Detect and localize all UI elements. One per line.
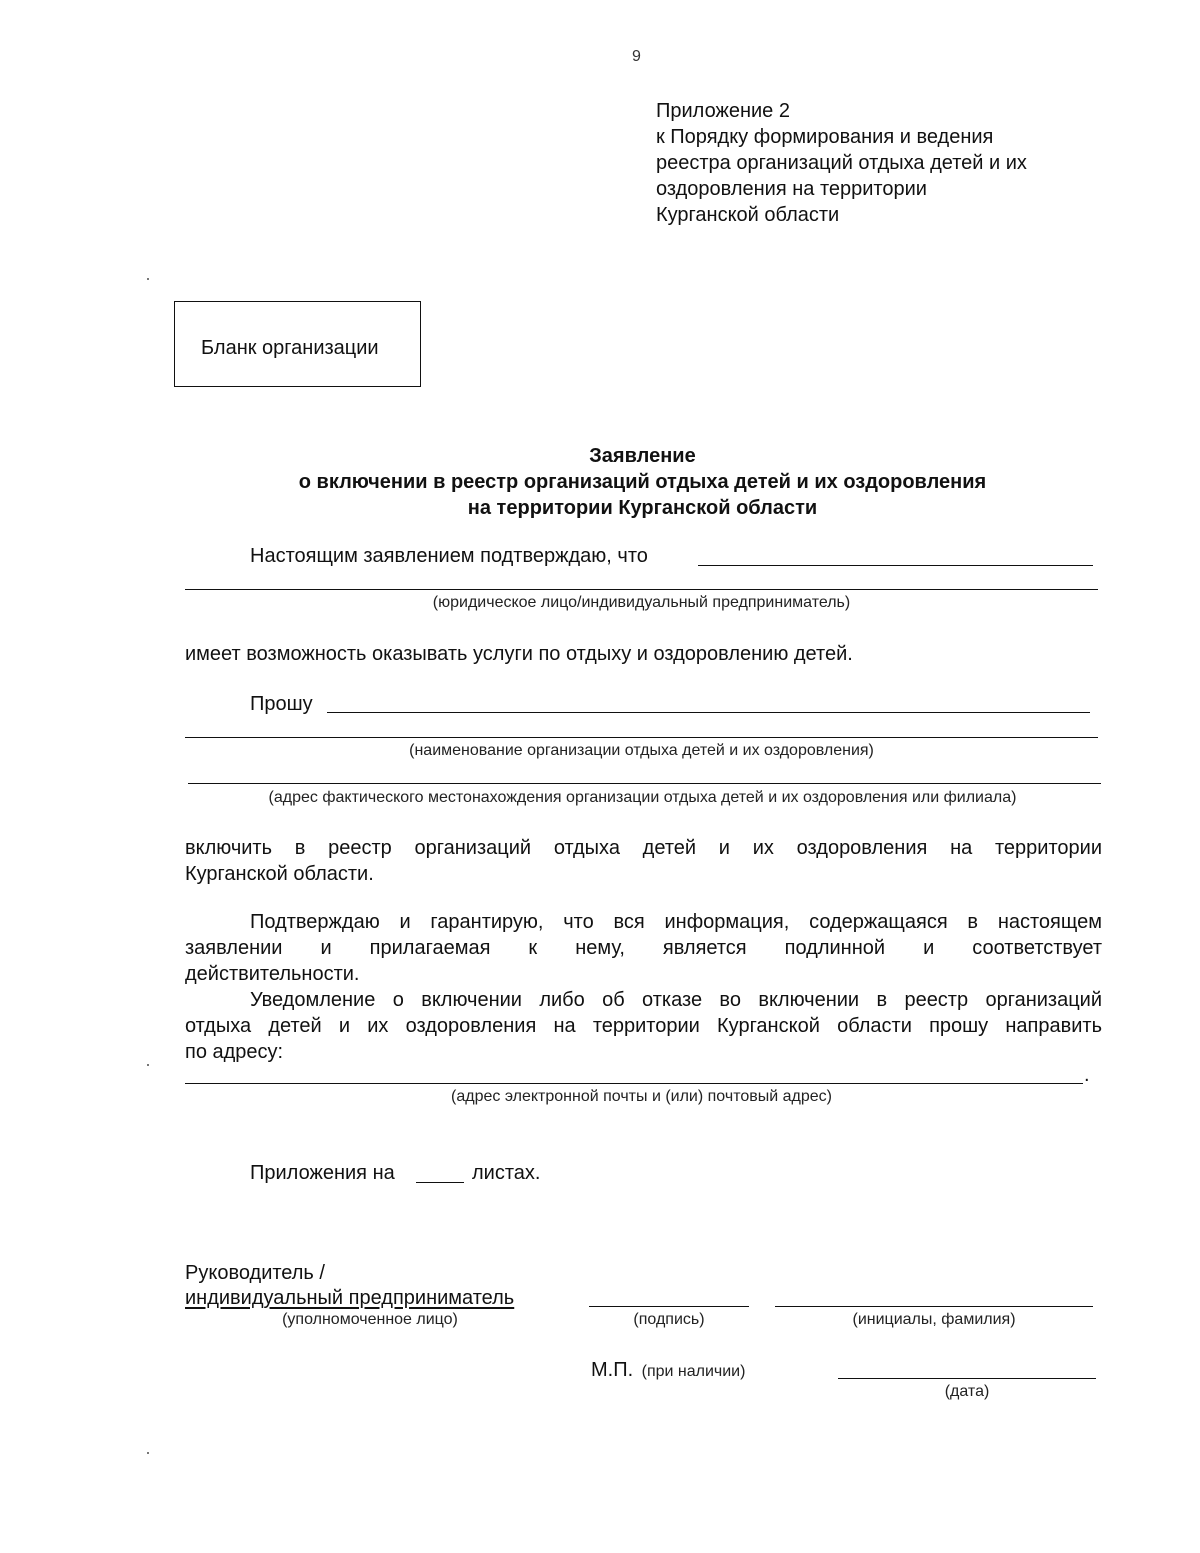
seal-area [591, 1357, 745, 1383]
appendix-title: Приложение 2 [656, 100, 790, 122]
appendix-line: Курганской области [656, 204, 840, 226]
hint-contact: (адрес электронной почты и (или) почтовый адрес) [451, 1088, 832, 1105]
contact-period: . [1084, 1064, 1090, 1086]
request-intro: Прошу [250, 693, 313, 715]
confirm-intro: Настоящим заявлением подтверждаю, что [250, 545, 648, 567]
appendix-header [656, 98, 1116, 228]
hint-org-name: (наименование организации отдыха детей и их оздоровления) [409, 742, 874, 759]
appendix-line: оздоровления на территории [656, 178, 927, 200]
signature-field-line[interactable] [589, 1306, 749, 1307]
hint-authorized: (уполномоченное лицо) [282, 1311, 458, 1328]
entity-field-line[interactable] [698, 565, 1093, 566]
org-name-field-line-2[interactable] [185, 737, 1098, 738]
date-field-line[interactable] [838, 1378, 1096, 1379]
hint-entity: (юридическое лицо/индивидуальный предприниматель) [432, 594, 851, 611]
signer-role-underlined: индивидуальный предприниматель [185, 1287, 515, 1309]
notice-line: по адресу: [185, 1041, 284, 1063]
include-line: Курганской области. [185, 863, 374, 885]
hint-name: (инициалы, фамилия) [852, 1311, 1016, 1328]
seal-hint: (при наличии) [641, 1363, 746, 1380]
org-name-field-line[interactable] [327, 712, 1090, 713]
title-subtitle: о включении в реестр организаций отдыха детей и их оздоровления [298, 471, 987, 493]
signer-role: Руководитель / [185, 1262, 325, 1284]
notice-line: отдыха детей и их оздоровления на территории Курганской области прошу направить [185, 1015, 1102, 1037]
can-provide-text: имеет возможность оказывать услуги по отдыху и оздоровлению детей. [185, 643, 853, 665]
include-line: включить в реестр организаций отдыха детей и их оздоровления на территории [185, 837, 1102, 859]
name-field-line[interactable] [775, 1306, 1093, 1307]
letterhead-label: Бланк организации [201, 337, 379, 359]
page-number: 9 [632, 48, 641, 65]
title-main: Заявление [589, 445, 696, 467]
guarantee-line: действительности. [185, 963, 360, 985]
scan-dot [147, 1064, 149, 1066]
attachments-suffix: листах. [472, 1162, 541, 1184]
attachments-prefix: Приложения на [250, 1162, 395, 1184]
address-field-line[interactable] [188, 783, 1101, 784]
appendix-line: реестра организаций отдыха детей и их [656, 152, 1027, 174]
guarantee-line: заявлении и прилагаемая к нему, является подлинной и соответствует [185, 937, 1102, 959]
attachments-count-field[interactable] [416, 1182, 464, 1183]
entity-field-line-2[interactable] [185, 589, 1098, 590]
hint-date: (дата) [944, 1383, 990, 1400]
guarantee-line: Подтверждаю и гарантирую, что вся информация, содержащаяся в настоящем [250, 911, 1102, 933]
notice-line: Уведомление о включении либо об отказе во включении в реестр организаций [250, 989, 1102, 1011]
contact-field-line[interactable] [185, 1083, 1083, 1084]
scan-dot [147, 278, 149, 280]
title-subtitle: на территории Курганской области [467, 497, 818, 519]
hint-address: (адрес фактического местонахождения организации отдыха детей и их оздоровления или филиала) [268, 789, 1017, 806]
seal-label: М.П. [591, 1359, 634, 1381]
scan-dot [147, 1452, 149, 1454]
document-title [200, 443, 1085, 521]
hint-signature: (подпись) [633, 1311, 705, 1328]
appendix-line: к Порядку формирования и ведения [656, 126, 994, 148]
letterhead-box [174, 301, 421, 387]
